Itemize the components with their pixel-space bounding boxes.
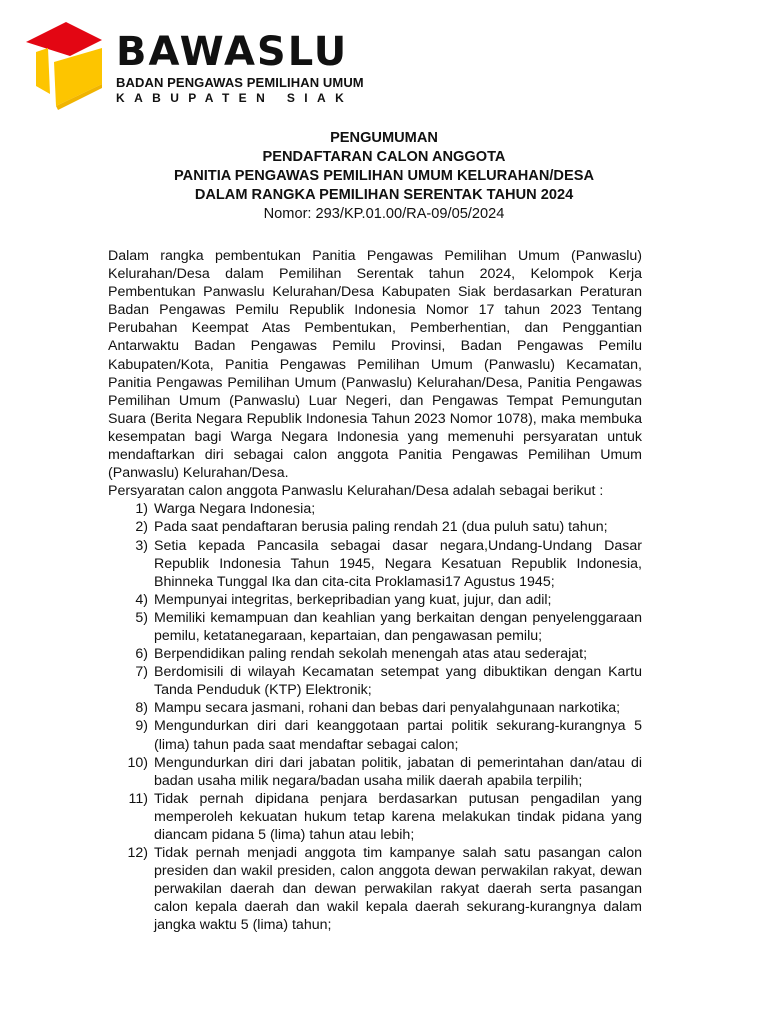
list-item-text: Berdomisili di wilayah Kecamatan setempat yang dibuktikan dengan Kartu Tanda Penduduk (KTP) Elektronik; — [154, 664, 642, 699]
brand-name: BAWASLU — [116, 29, 349, 75]
list-item — [108, 591, 642, 609]
list-item-text: Setia kepada Pancasila sebagai dasar negara,Undang-Undang Dasar Republik Indonesia Tahun 1945, Negara Kesatuan Republik Indonesia, Bhinneka Tunggal Ika dan cita-cita Proklamasi17 Agustus 1945; — [154, 537, 642, 590]
list-item-number: 9) — [135, 718, 148, 735]
intro-paragraph: Dalam rangka pembentukan Panitia Pengawas Pemilihan Umum (Panwaslu) Kelurahan/Desa dalam Pemilihan Serentak tahun 2024, Kelompok Kerja Pembentukan Panwaslu Kelurahan/Desa Kabupaten Siak berdasarkan Peraturan Badan Pengawas Pemilu Republik Indonesia Nomor 17 tahun 2023 Tentang Perubahan Keempat Atas Pembentukan, Pemberhentian, dan Penggantian Antarwaktu Badan Pengawas Pemilu Provinsi, Badan Pengawas Pemilu Kabupaten/Kota, Panitia Pengawas Pemilihan Umum (Panwaslu) Kecamatan, Panitia Pengawas Pemilihan Umum (Panwaslu) Kelurahan/Desa, Panitia Pengawas Pemilihan Umum (Panwaslu) Luar Negeri, dan Pengawas Tempat Pemungutan Suara (Berita Negara Republik Indonesia Tahun 2023 Nomor 1078), maka membuka kesempatan bagi Warga Negara Indonesia yang memenuhi persyaratan untuk mendaftarkan diri sebagai calon anggota Panitia Pengawas Pemilihan Umum (Panwaslu) Kelurahan/Desa. — [108, 248, 642, 482]
brand-text — [116, 29, 364, 105]
list-item-text: Memiliki kemampuan dan keahlian yang berkaitan dengan penyelenggaraan pemilu, ketatanegaraan, kepartaian, dan pengawasan pemilu; — [154, 609, 642, 644]
list-item-number: 4) — [135, 591, 148, 608]
list-item-text: Mengundurkan diri dari jabatan politik, jabatan di pemerintahan dan/atau di badan usaha milik negara/badan usaha milik daerah apabila terpilih; — [154, 754, 642, 789]
brand-subtitle-region: KABUPATEN SIAK — [116, 91, 354, 105]
list-item-text: Tidak pernah dipidana penjara berdasarkan putusan pengadilan yang memperoleh kekuatan hukum tetap karena melakukan tindak pidana yang diancam pidana 5 (lima) tahun atau lebih; — [154, 790, 642, 843]
list-item — [108, 518, 642, 536]
title-line-2: PENDAFTARAN CALON ANGGOTA — [262, 149, 506, 165]
requirements-list — [108, 500, 642, 934]
list-item-text: Pada saat pendaftaran berusia paling rendah 21 (dua puluh satu) tahun; — [154, 519, 608, 536]
list-item-text: Berpendidikan paling rendah sekolah menengah atas atau sederajat; — [154, 646, 588, 663]
list-item-number: 7) — [135, 664, 148, 681]
list-item-number: 12) — [127, 845, 148, 862]
list-item-text: Mampu secara jasmani, rohani dan bebas dari penyalahgunaan narkotika; — [154, 700, 621, 717]
title-line-1: PENGUMUMAN — [330, 130, 438, 146]
bawaslu-logo-icon — [24, 18, 106, 110]
list-item-text: Mengundurkan diri dari keanggotaan partai politik sekurang-kurangnya 5 (lima) tahun pada saat mendaftar sebagai calon; — [154, 718, 642, 753]
list-item — [108, 699, 642, 717]
list-item — [108, 844, 642, 934]
requirements-lead: Persyaratan calon anggota Panwaslu Kelurahan/Desa adalah sebagai berikut : — [108, 483, 604, 500]
document-body — [108, 247, 642, 935]
list-item-text: Warga Negara Indonesia; — [154, 501, 316, 518]
list-item — [108, 537, 642, 591]
list-item-number: 1) — [135, 501, 148, 518]
list-item-number: 11) — [128, 790, 148, 807]
list-item — [108, 663, 642, 699]
list-item — [108, 790, 642, 844]
list-item-number: 3) — [135, 537, 148, 554]
letterhead — [24, 18, 364, 113]
list-item — [108, 645, 642, 663]
list-item-number: 6) — [135, 646, 148, 663]
list-item — [108, 754, 642, 790]
title-line-3: PANITIA PENGAWAS PEMILIHAN UMUM KELURAHAN/DESA — [174, 168, 594, 184]
list-item-number: 5) — [135, 609, 148, 626]
title-line-4: DALAM RANGKA PEMILIHAN SERENTAK TAHUN 2024 — [194, 187, 574, 203]
document-number: Nomor: 293/KP.01.00/RA-09/05/2024 — [263, 206, 505, 222]
list-item — [108, 500, 642, 518]
list-item-text: Mempunyai integritas, berkepribadian yang kuat, jujur, dan adil; — [154, 591, 552, 608]
announcement-title — [0, 129, 768, 224]
brand-subtitle-agency: BADAN PENGAWAS PEMILIHAN UMUM — [116, 75, 364, 90]
list-item — [108, 609, 642, 645]
list-item-number: 8) — [135, 700, 148, 717]
list-item-number: 10) — [127, 754, 148, 771]
list-item-text: Tidak pernah menjadi anggota tim kampanye salah satu pasangan calon presiden dan wakil presiden, calon anggota dewan perwakilan rakyat, dewan perwakilan daerah dan dewan perwakilan rakyat daerah serta pasangan calon kepala daerah dan wakil kepala daerah sekurang-kurangnya dalam jangka waktu 5 (lima) tahun; — [154, 845, 642, 934]
list-item — [108, 717, 642, 753]
list-item-number: 2) — [135, 519, 148, 536]
